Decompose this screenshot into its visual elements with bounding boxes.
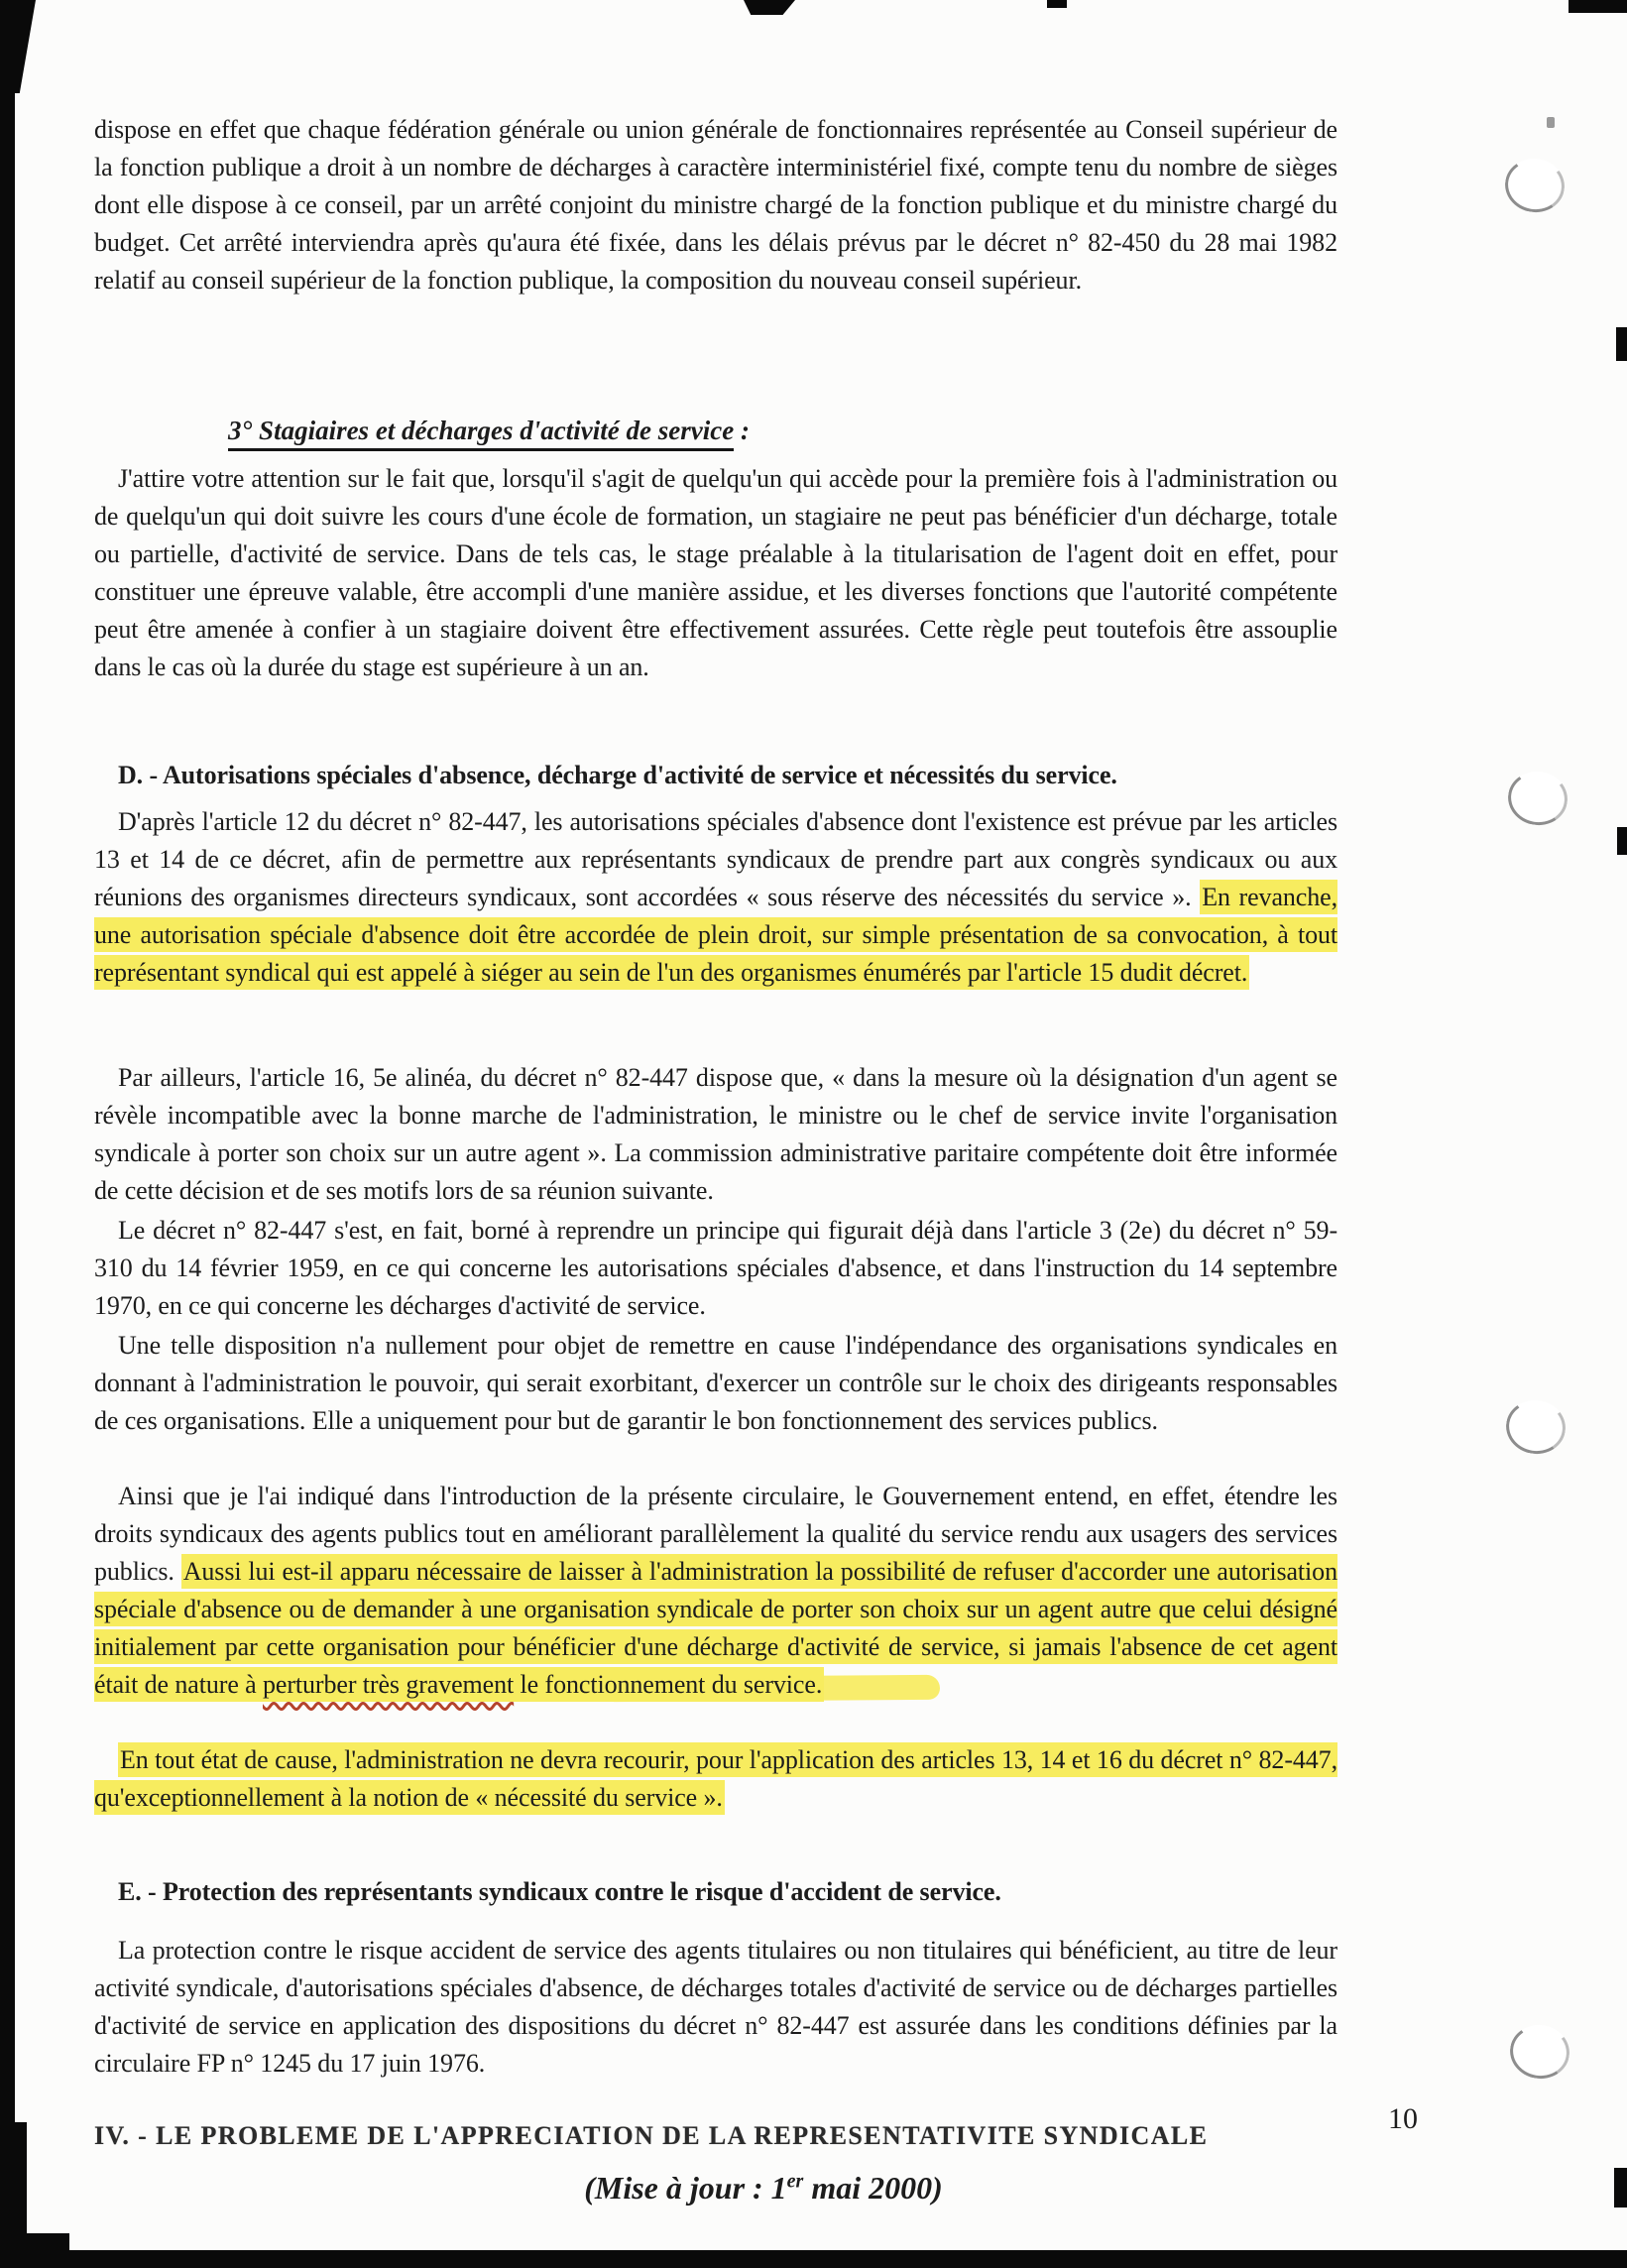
- heading-iv-representativite: IV. - LE PROBLEME DE L'APPRECIATION DE LA REPRESENTATIVITE SYNDICALE: [94, 2120, 1209, 2150]
- paragraph-article-12-normal-text: D'après l'article 12 du décret n° 82-447, les autorisations spéciales d'absence dont l'existence est prévue par les articles 13 et 14 de ce décret, afin de permettre aux représentants syndicaux de prendre part aux congrès syndicaux ou aux réunions des organismes directeurs syndicaux, sont accordées « sous réserve des nécessités du service ».: [94, 807, 1337, 911]
- scan-edge-top-right-mark: [1569, 0, 1627, 13]
- scan-edge-bottom-left-corner: [0, 2233, 69, 2268]
- heading-e-protection: E. - Protection des représentants syndicaux contre le risque d'accident de service.: [118, 1876, 1001, 1906]
- highlighted-text-en-revanche: En revanche, une autorisation spéciale d'absence doit être accordée de plein droit, sur simple présentation de sa convocation, à tout représentant syndical qui est appelé à siéger au sein de l'un des organismes énumérés par l'article 15 dudit décret.: [94, 880, 1337, 990]
- page-curl-mark-4: [1506, 2021, 1573, 2084]
- page-curl-mark-3: [1502, 1396, 1569, 1459]
- footer-suffix: mai 2000): [803, 2170, 943, 2206]
- heading-stagiaires-underlined-text: 3° Stagiaires et décharges d'activité de service: [228, 416, 734, 451]
- scan-edge-top-small-mark: [1047, 0, 1067, 8]
- paragraph-article-16: Par ailleurs, l'article 16, 5e alinéa, du décret n° 82-447 dispose que, « dans la mesure où la désignation d'un agent se révèle incompatible avec la bonne marche de l'administration, le ministre ou le chef de service invite l'organisation syndicale à porter son choix sur un autre agent ». La commission administrative paritaire compétente doit être informée de cette décision et de ses motifs lors de sa réunion suivante.: [94, 1063, 1337, 1205]
- paragraph-gouvernement-normal-text: Ainsi que je l'ai indiqué dans l'introduction de la présente circulaire, le Gouvernement entend, en effet, étendre les droits syndicaux des agents publics tout en améliorant parallèlement la qualité du service rendu aux usagers des services publics.: [94, 1482, 1337, 1586]
- scan-edge-left-bar: [0, 0, 15, 2268]
- highlighted-text-aussi-part-b: le fonctionnement du service.: [514, 1670, 823, 1699]
- heading-stagiaires: [228, 416, 750, 446]
- page-number: 10: [1388, 2102, 1418, 2135]
- page-curl-mark-1: [1501, 155, 1569, 217]
- scan-edge-bottom-bar: [0, 2250, 1627, 2268]
- paragraph-en-tout-etat: [94, 1741, 1337, 1817]
- paragraph-protection-accident: La protection contre le risque accident de service des agents titulaires ou non titulaires qui bénéficient, au titre de leur activité syndicale, d'autorisations spéciales d'absence, de décharges totales d'activité de service ou de décharges partielles d'activité de service en application des dispositions du décret n° 82-447 est assurée dans les conditions définies par la circulaire FP n° 1245 du 17 juin 1976.: [94, 1936, 1337, 2078]
- paragraph-decret-82-447-principe: Le décret n° 82-447 s'est, en fait, borné à reprendre un principe qui figurait déjà dans l'article 3 (2e) du décret n° 59-310 du 14 février 1959, en ce qui concerne les autorisations spéciales d'absence, et dans l'instruction du 14 septembre 1970, en ce qui concerne les décharges d'activité de service.: [94, 1216, 1337, 1320]
- scan-edge-right-dash-2: [1617, 827, 1627, 855]
- highlighted-text-en-tout-etat: En tout état de cause, l'administration ne devra recourir, pour l'application des articles 13, 14 et 16 du décret n° 82-447, qu'exceptionnellement à la notion de « nécessité du service ».: [94, 1742, 1337, 1815]
- red-wavy-underline-perturber: perturber très gravement: [263, 1670, 515, 1699]
- highlighted-text-aussi-part-a: Aussi lui est-il apparu nécessaire de laisser à l'administration la possibilité de refuser d'accorder une autorisation spéciale d'absence ou de demander à une organisation syndicale de porter son choix sur un agent autre que celui désigné initialement par cette organisation pour bénéficier d'une décharge d'activité de service, si jamais l'absence de cet agent était de nature à: [94, 1557, 1337, 1699]
- scan-speck: [1547, 117, 1555, 128]
- footer-superscript-er: er: [786, 2170, 804, 2193]
- footer-mise-a-jour: [436, 2170, 1091, 2207]
- scan-edge-right-dash-1: [1616, 327, 1627, 361]
- heading-d-autorisations: D. - Autorisations spéciales d'absence, décharge d'activité de service et nécessités du service.: [118, 760, 1117, 789]
- scan-edge-top-left-blob: [0, 0, 36, 93]
- page-curl-mark-2: [1504, 768, 1571, 830]
- paragraph-independance-syndicale: Une telle disposition n'a nullement pour objet de remettre en cause l'indépendance des organisations syndicales en donnant à l'administration le pouvoir, qui serait exorbitant, d'exercer un contrôle sur le choix des dirigeants responsables de ces organisations. Elle a uniquement pour but de garantir le bon fonctionnement des services publics.: [94, 1331, 1337, 1435]
- heading-stagiaires-colon: :: [734, 416, 750, 445]
- paragraph-article-12: [94, 803, 1337, 992]
- highlighted-text-aussi: [94, 1554, 1337, 1702]
- scan-edge-top-center-mark: [744, 0, 795, 15]
- scan-edge-right-dash-3: [1614, 2168, 1627, 2208]
- footer-prefix: (Mise à jour : 1: [584, 2170, 787, 2206]
- paragraph-gouvernement: [94, 1478, 1337, 1704]
- paragraph-stagiaires: J'attire votre attention sur le fait que, lorsqu'il s'agit de quelqu'un qui accède pour la première fois à l'administration ou de quelqu'un qui doit suivre les cours d'une école de formation, un stagiaire ne peut pas bénéficier d'un décharge, totale ou partielle, d'activité de service. Dans de tels cas, le stage préalable à la titularisation de l'agent doit en effet, pour constituer une épreuve valable, être accompli d'une manière assidue, et les diverses fonctions que l'autorité compétente peut être amenée à confier à un stagiaire doivent être effectivement assurées. Cette règle peut toutefois être assouplie dans le cas où la durée du stage est supérieure à un an.: [94, 464, 1337, 681]
- paragraph-decharges-interministerielles: dispose en effet que chaque fédération générale ou union générale de fonctionnaires représentée au Conseil supérieur de la fonction publique a droit à un nombre de décharges à caractère interministériel fixé, compte tenu du nombre de sièges dont elle dispose à ce conseil, par un arrêté conjoint du ministre chargé de la fonction publique et du ministre chargé du budget. Cet arrêté interviendra après qu'aura été fixée, dans les délais prévus par le décret n° 82-450 du 28 mai 1982 relatif au conseil supérieur de la fonction publique, la composition du nouveau conseil supérieur.: [94, 115, 1337, 295]
